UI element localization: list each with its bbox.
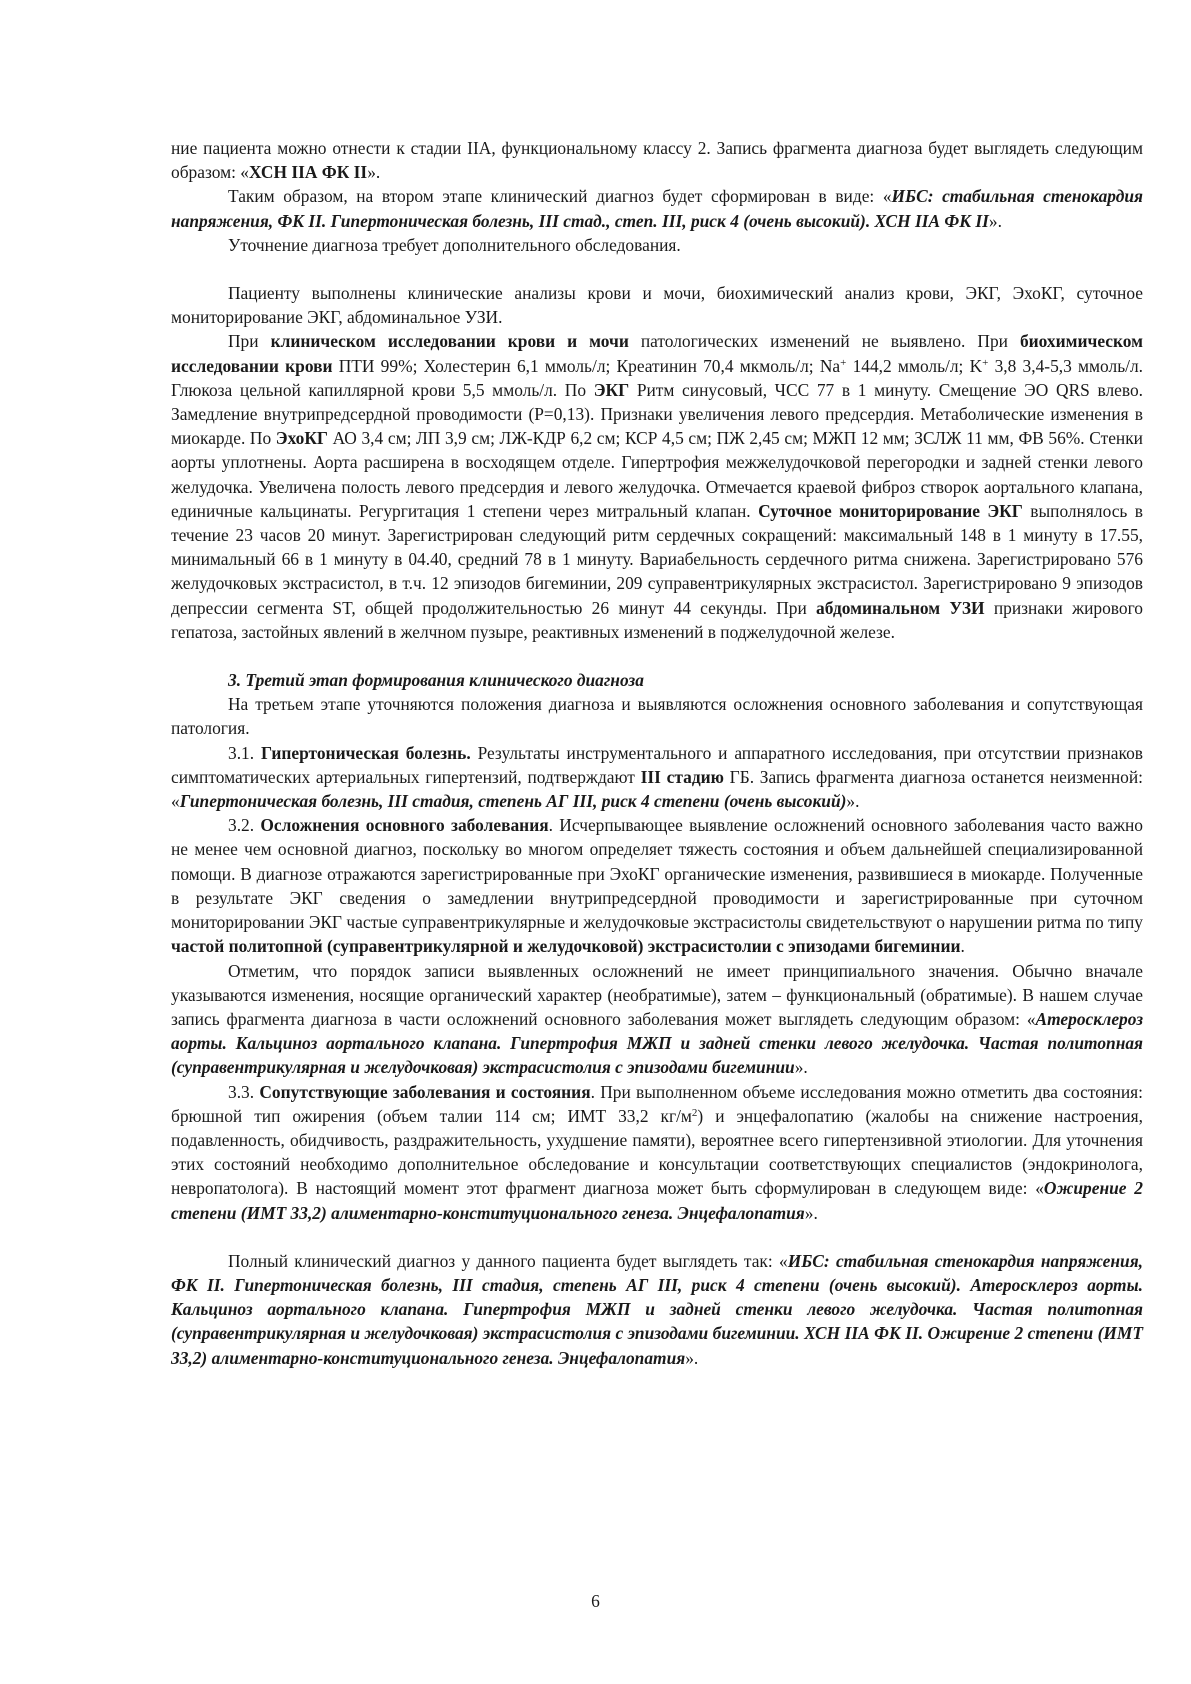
text: ) и энцефалопатию (жалобы на снижение настроения, подавленность, обидчивость, раздражительность, ухудшение памяти), вероятнее всего гипертензивной этиологии. Для уточнения этих состояний необходимо дополнительное обследование и консультации соответствующих специалистов (эндокринолога, невропатолога). В настоящий момент этот фрагмент диагноза может быть сформулирован в следующем виде: «	[171, 1105, 1143, 1199]
text: Пациенту выполнены клинические анализы крови и мочи, биохимический анализ крови, ЭКГ, ЭхоКГ, суточное мониторирование ЭКГ, абдоминальное УЗИ.	[171, 283, 1143, 328]
bold-text: Осложнения основного заболевания	[260, 815, 549, 836]
paragraph-3-1-hypertension	[171, 741, 1143, 814]
section-heading: 3. Третий этап формирования клинического диагноза	[228, 670, 644, 691]
paragraph-stage-iia	[171, 136, 1143, 184]
text: Полный клинический диагноз у данного пациента будет выглядеть так: «	[228, 1250, 788, 1271]
text: На третьем этапе уточняются положения диагноза и выявляются осложнения основного заболевания и сопутствующая патология.	[171, 694, 1143, 739]
text: ».	[988, 210, 1002, 231]
paragraph-complications-order	[171, 959, 1143, 1080]
spacer	[171, 257, 1143, 281]
text: Результаты инструментального и аппаратного исследования, при отсутствии признаков симптоматических артериальных гипертензий, подтверждают	[171, 742, 1144, 787]
spacer	[171, 644, 1143, 668]
bold-italic-text: ИБС: стабильная стенокардия напряжения, ФК II. Гипертоническая болезнь, III стадия, степень АГ III, риск 4 степени (очень высокий). Атеросклероз аорты. Кальциноз аортального клапана. Гипертрофия МЖП и задней стенки левого желудочка. Частая политопная (суправентрикулярная и желудочковая) экстрасистолия с эпизодами бигеминии. ХСН IIА ФК II. Ожирение 2 степени (ИМТ 33,2) алиментарно-конституционального генеза. Энцефалопатия	[171, 1250, 1144, 1368]
text: выполнялось в течение 23 часов 20 минут. Зарегистрирован следующий ритм сердечных сокращений: максимальный 148 в 1 минуту в 17.55, минимальный 66 в 1 минуту в 04.40, средний 78 в 1 минуту. Вариабельность сердечного ритма снижена. Зарегистрировано 576 желудочковых экстрасистол, в т.ч. 12 эпизодов бигеминии, 209 суправентрикулярных экстрасистол. Зарегистрировано 9 эпизодов депрессии сегмента ST, общей продолжительностью 26 минут 44 секунды. При	[171, 500, 1143, 618]
document-page	[171, 136, 1143, 1370]
text: АО 3,4 см; ЛП 3,9 см; ЛЖ-КДР 6,2 см; КСР 4,5 см; ПЖ 2,45 см; МЖП 12 мм; ЗСЛЖ 11 мм, ФВ 56%. Стенки аорты уплотнены. Аорта расширена в восходящем отделе. Гипертрофия межжелудочковой перегородки и задней стенки левого желудочка. Увеличена полость левого предсердия и левого желудочка. Отмечается краевой фиброз створок аортального клапана, единичные кальцинаты. Регургитация 1 степени через митральный клапан.	[171, 428, 1143, 521]
text: 3.1.	[228, 742, 261, 763]
paragraph-further-examination	[171, 233, 1143, 257]
text: 3,8 3,4-5,3 ммоль/л. Глюкоза цельной капиллярной крови 5,5 ммоль/л. По	[171, 355, 1143, 400]
bold-text: III стадию	[640, 766, 724, 787]
superscript: +	[982, 356, 989, 369]
superscript: +	[840, 356, 847, 369]
text: Уточнение диагноза требует дополнительного обследования.	[228, 234, 681, 255]
text: . При выполненном объеме исследования можно отметить два состояния: брюшной тип ожирения (объем талии 114 см; ИМТ 33,2 кг/м	[171, 1081, 1144, 1126]
text: ».	[685, 1347, 699, 1368]
bold-italic-text: Ожирение 2 степени (ИМТ 33,2) алиментарно-конституционального генеза. Энцефалопатия	[171, 1178, 1143, 1223]
text: ».	[804, 1202, 818, 1223]
paragraph-tests-performed	[171, 281, 1143, 329]
bold-text: частой политопной (суправентрикулярной и желудочковой) экстрасистолии с эпизодами бигеминии	[171, 936, 961, 957]
text: ние пациента можно отнести к стадии IIА, функциональному классу 2. Запись фрагмента диагноза будет выглядеть следующим образом: «	[171, 138, 1143, 183]
section-heading-third-stage	[171, 668, 1143, 692]
page-number: 6	[591, 1591, 600, 1611]
text: 3.2.	[228, 815, 261, 836]
text: Таким образом, на втором этапе клинический диагноз будет сформирован в виде: «	[228, 186, 892, 207]
paragraph-3-3-comorbidities	[171, 1080, 1143, 1225]
bold-text: Гипертоническая болезнь.	[260, 742, 471, 763]
text: При	[228, 331, 271, 352]
text: патологических изменений не выявлено. При	[628, 331, 1020, 352]
bold-italic-text: Гипертоническая болезнь, III стадия, степень АГ III, риск 4 степени (очень высокий)	[179, 791, 847, 812]
spacer	[171, 1225, 1143, 1249]
paragraph-test-results	[171, 329, 1143, 644]
text: ГБ. Запись фрагмента диагноза останется неизменной: «	[171, 766, 1143, 812]
bold-text: ХСН IIА ФК II	[248, 162, 368, 183]
text: ПТИ 99%; Холестерин 6,1 ммоль/л; Креатинин 70,4 мкмоль/л; Na	[332, 355, 841, 376]
superscript: 2	[691, 1106, 698, 1119]
text: ».	[367, 162, 381, 183]
paragraph-3-2-complications	[171, 813, 1143, 958]
text: . Исчерпывающее выявление осложнений основного заболевания часто важно не менее чем основной диагноз, поскольку во многом определяет тяжесть состояния и объем дальнейшей специализированной помощи. В диагнозе отражаются зарегистрированные при ЭхоКГ органические изменения, развившиеся в миокарде. Полученные в результате ЭКГ сведения о замедлении внутрипредсердной проводимости и зарегистрированные при суточном мониторировании ЭКГ частые суправентрикулярные и желудочковые экстрасистолы свидетельствуют о нарушении ритма по типу	[171, 815, 1143, 933]
bold-text: ЭхоКГ	[275, 428, 328, 449]
paragraph-second-stage-diagnosis	[171, 184, 1143, 232]
text: признаки жирового гепатоза, застойных явлений в желчном пузыре, реактивных изменений в поджелудочной железе.	[171, 597, 1143, 642]
paragraph-third-stage-intro	[171, 692, 1143, 740]
bold-italic-text: Атеросклероз аорты. Кальциноз аортального клапана. Гипертрофия МЖП и задней стенки левого желудочка. Частая политопная (суправентрикулярная и желудочковая) экстрасистолия с эпизодами бигеминии	[171, 1008, 1143, 1078]
text: .	[960, 936, 965, 957]
bold-text: биохимическом исследовании крови	[171, 331, 1143, 376]
text: Ритм синусовый, ЧСС 77 в 1 минуту. Смещение ЭО QRS влево. Замедление внутрипредсердной проводимости (P=0,13). Признаки увеличения левого предсердия. Метаболические изменения в миокарде. По	[171, 379, 1144, 449]
text: Отметим, что порядок записи выявленных осложнений не имеет принципиального значения. Обычно вначале указываются изменения, носящие органический характер (необратимые), затем – функциональный (обратимые). В нашем случае запись фрагмента диагноза в части осложнений основного заболевания может выглядеть следующим образом: «	[171, 960, 1143, 1029]
bold-text: Сопутствующие заболевания и состояния	[259, 1081, 591, 1102]
text: 144,2 ммоль/л; K	[846, 355, 983, 376]
text: ».	[846, 791, 860, 812]
bold-text: абдоминальном УЗИ	[816, 597, 985, 618]
bold-text: клиническом исследовании крови и мочи	[270, 331, 629, 352]
bold-text: Суточное мониторирование ЭКГ	[758, 500, 1023, 521]
text: 3.3.	[228, 1081, 260, 1102]
bold-text: ЭКГ	[593, 379, 630, 400]
text: ».	[794, 1057, 808, 1078]
bold-italic-text: ИБС: стабильная стенокардия напряжения, ФК II. Гипертоническая болезнь, III стад., степ. III, риск 4 (очень высокий). ХСН IIА ФК II	[171, 186, 1143, 231]
paragraph-full-diagnosis	[171, 1249, 1143, 1370]
